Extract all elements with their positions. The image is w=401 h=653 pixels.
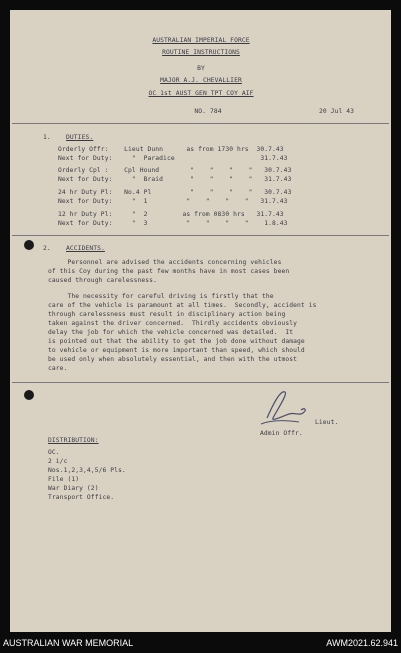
paragraph-line: is pointed out that the ability to get the job done without damage xyxy=(48,338,305,345)
distribution-item: 2 i/c xyxy=(48,458,68,465)
duty-row: 24 hr Duty Pl: No.4 Pl " " " " 30.7.43 xyxy=(58,189,292,196)
distribution-item: File (1) xyxy=(48,476,80,483)
distribution-item: OC. xyxy=(48,449,60,456)
paragraph-line: The necessity for careful driving is firstly that the xyxy=(48,293,274,300)
duty-row: Orderly Offr: Lieut Dunn as from 1730 hrs 30.7.43 xyxy=(58,146,284,153)
divider xyxy=(12,123,389,124)
header-line-4: MAJOR A.J. CHEVALLIER xyxy=(160,77,242,84)
instruction-number: NO. 784 xyxy=(194,108,222,115)
section-2-title: ACCIDENTS. xyxy=(66,245,105,252)
duty-row: Next for Duty: " Braid " " " " 31.7.43 xyxy=(58,176,292,183)
instruction-date: 20 Jul 43 xyxy=(319,108,355,115)
distribution-title: DISTRIBUTION: xyxy=(48,437,99,444)
paragraph-line: caused through carelessness. xyxy=(48,277,157,284)
duty-row: 12 hr Duty Pl: " 2 as from 0830 hrs 31.7.43 xyxy=(58,211,284,218)
header-line-3: BY xyxy=(197,65,205,72)
paragraph-line: of this Coy during the past few months have in most cases been xyxy=(48,268,290,275)
footer-institution: AUSTRALIAN WAR MEMORIAL xyxy=(3,638,134,648)
paragraph-line: delay the job for which the vehicle concerned was detailed. It xyxy=(48,329,294,336)
paragraph-line: Personnel are advised the accidents concerning vehicles xyxy=(48,259,282,266)
paragraph-line: through carelessness must result in disciplinary action being xyxy=(48,311,286,318)
document-page xyxy=(10,10,391,632)
paragraph-line: be used only when absolutely essential, and then with the utmost xyxy=(48,356,298,363)
duty-row: Next for Duty: " Paradice 31.7.43 xyxy=(58,155,288,162)
section-2-number: 2. xyxy=(43,245,51,252)
divider xyxy=(12,235,389,236)
distribution-item: War Diary (2) xyxy=(48,485,99,492)
paragraph-line: to vehicle or equipment is more important than speed, which should xyxy=(48,347,305,354)
paragraph-line: care. xyxy=(48,365,68,372)
punch-hole xyxy=(24,240,34,250)
distribution-item: Nos.1,2,3,4,5/6 Pls. xyxy=(48,467,126,474)
divider xyxy=(12,382,389,383)
header-line-2: ROUTINE INSTRUCTIONS xyxy=(162,49,240,56)
header-line-5: OC 1st AUST GEN TPT COY AIF xyxy=(148,90,254,97)
handwritten-signature xyxy=(255,380,315,430)
signature-rank: Lieut. xyxy=(315,419,339,426)
footer-bar xyxy=(0,632,401,653)
header-line-1: AUSTRALIAN IMPERIAL FORCE xyxy=(152,37,250,44)
duty-row: Orderly Cpl : Cpl Hound " " " " 30.7.43 xyxy=(58,167,292,174)
duty-row: Next for Duty: " 3 " " " " 1.8.43 xyxy=(58,220,288,227)
distribution-item: Transport Office. xyxy=(48,494,115,501)
punch-hole xyxy=(24,390,34,400)
section-1-number: 1. xyxy=(43,134,51,141)
signature-title: Admin Offr. xyxy=(260,430,303,437)
paragraph-line: taken against the driver concerned. Thirdly accidents obviously xyxy=(48,320,298,327)
paragraph-line: care of the vehicle is paramount at all times. Secondly, accident is xyxy=(48,302,317,309)
footer-accession-number: AWM2021.62.941 xyxy=(326,638,398,648)
section-1-title: DUTIES. xyxy=(66,134,94,141)
duty-row: Next for Duty: " 1 " " " " 31.7.43 xyxy=(58,198,288,205)
